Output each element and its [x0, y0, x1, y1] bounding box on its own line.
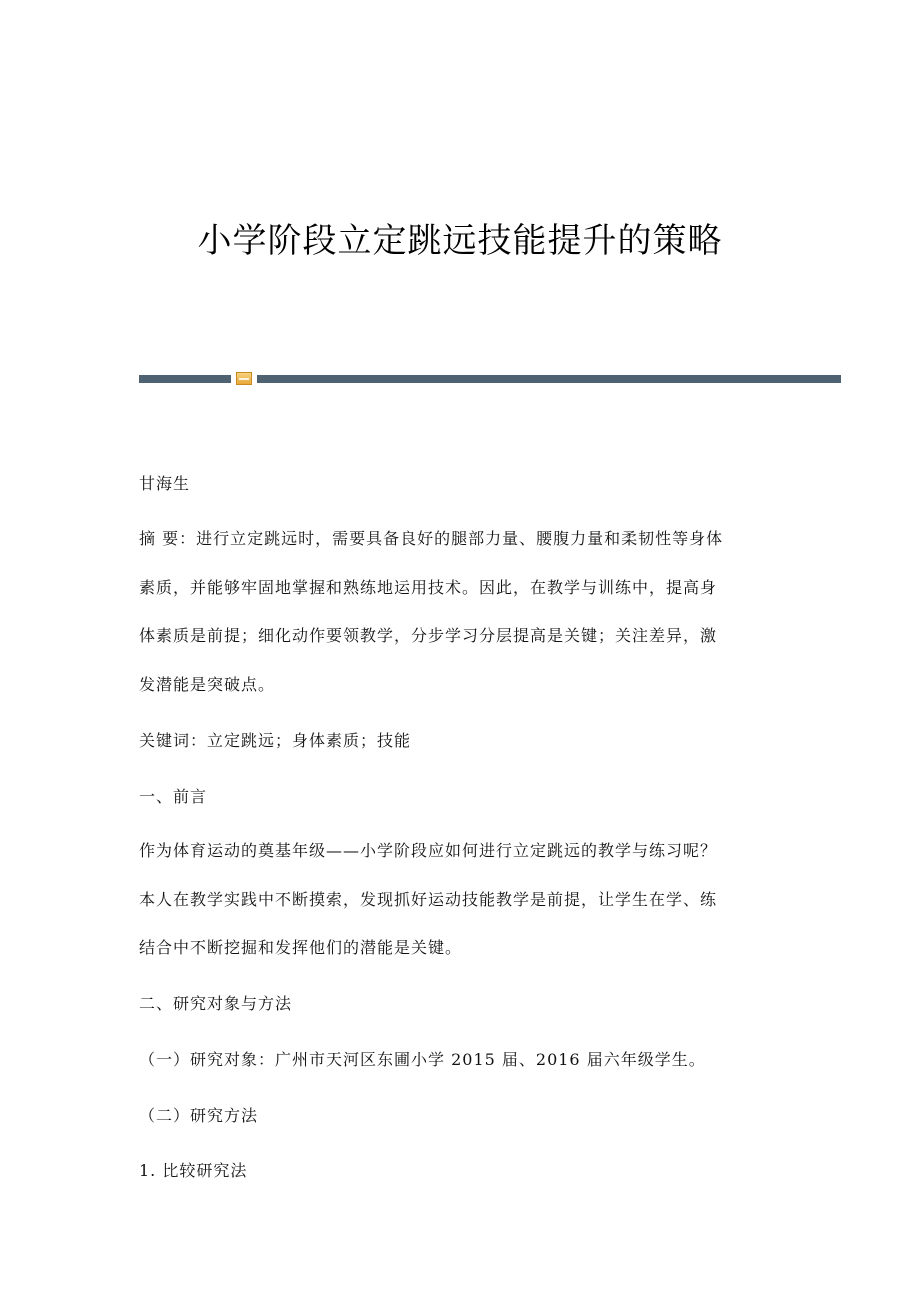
- divider-ornament-icon: [236, 372, 252, 385]
- method-comparative-research: 1. 比较研究法: [139, 1161, 248, 1180]
- subsection-research-methods: （二）研究方法: [139, 1106, 259, 1125]
- paragraph-line: 本人在教学实践中不断摸索，发现抓好运动技能教学是前提，让学生在学、练: [139, 890, 718, 909]
- section-heading-methods: 二、研究对象与方法: [139, 994, 293, 1013]
- subsection-research-subjects: （一）研究对象：广州市天河区东圃小学 2015 届、2016 届六年级学生。: [139, 1050, 706, 1069]
- abstract-line: 体素质是前提；细化动作要领教学，分步学习分层提高是关键；关注差异，激: [139, 626, 718, 645]
- paragraph-line: 结合中不断挖掘和发挥他们的潜能是关键。: [139, 938, 463, 957]
- author: 甘海生: [139, 474, 191, 493]
- section-heading-introduction: 一、前言: [139, 787, 208, 806]
- title-divider: [139, 371, 841, 387]
- abstract-line: 摘 要：进行立定跳远时，需要具备良好的腿部力量、腰腹力量和柔韧性等身体: [139, 529, 724, 548]
- divider-bar-left: [139, 375, 231, 383]
- paragraph-line: 作为体育运动的奠基年级——小学阶段应如何进行立定跳远的教学与练习呢？: [139, 841, 718, 860]
- keywords: 关键词：立定跳远；身体素质；技能: [139, 731, 412, 750]
- abstract-line: 发潜能是突破点。: [139, 675, 276, 694]
- divider-bar-right: [257, 375, 841, 383]
- abstract-line: 素质，并能够牢固地掌握和熟练地运用技术。因此，在教学与训练中，提高身: [139, 578, 718, 597]
- document-title: 小学阶段立定跳远技能提升的策略: [197, 221, 723, 261]
